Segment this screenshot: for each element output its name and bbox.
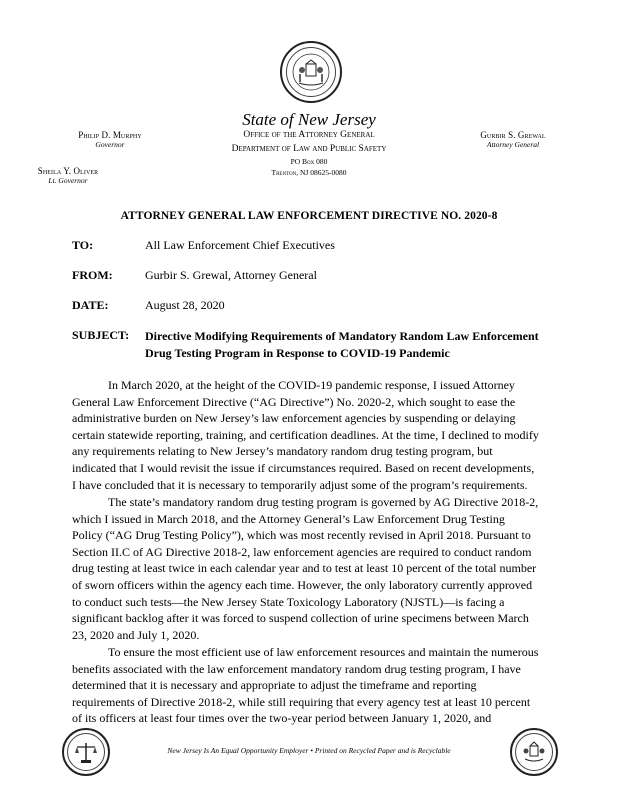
footer-left-seal bbox=[62, 728, 110, 776]
scales-of-justice-icon bbox=[72, 738, 100, 766]
city-address: Trenton, NJ 08625-0080 bbox=[271, 168, 347, 177]
to-value: All Law Enforcement Chief Executives bbox=[145, 238, 335, 252]
paragraph-line: administrative burden on New Jersey’s law enforcement agencies by suspending or delaying bbox=[72, 411, 516, 426]
paragraph-line: determined that it is necessary and appropriate to adjust the timeframe and reporting bbox=[72, 678, 477, 693]
paragraph-line: of its officers at least four times over the two-year period between January 1, 2020, and bbox=[72, 711, 492, 726]
paragraph-line: To ensure the most efficient use of law enforcement resources and maintain the numerous bbox=[108, 645, 539, 659]
governor-name: Philip D. Murphy bbox=[78, 130, 142, 140]
subject-line-2: Drug Testing Program in Response to COVID-19 Pandemic bbox=[145, 346, 450, 360]
office-name: Office of the Attorney General bbox=[243, 130, 375, 140]
paragraph-line: General Law Enforcement Directive (“AG Directive”) No. 2020-2, which sought to ease the bbox=[72, 394, 516, 409]
governor-block bbox=[40, 130, 180, 149]
from-label: FROM: bbox=[72, 268, 113, 282]
paragraph-line: which I issued in March 2018, and the Attorney General’s Law Enforcement Drug Testing bbox=[72, 511, 505, 526]
paragraph-line: of sworn officers within the agency each time. However, the only laboratory currently approved bbox=[72, 577, 533, 592]
paragraph-2 bbox=[72, 494, 547, 643]
lt-governor-name: Sheila Y. Oliver bbox=[37, 166, 99, 176]
paragraph-line: Section II.C of AG Directive 2018-2, law enforcement agencies are required to conduct random bbox=[72, 544, 532, 559]
footer-text: New Jersey Is An Equal Opportunity Employer • Printed on Recycled Paper and is Recyclable bbox=[167, 746, 451, 755]
paragraph-3 bbox=[72, 644, 547, 727]
state-crest-icon bbox=[520, 738, 548, 766]
directive-title: ATTORNEY GENERAL LAW ENFORCEMENT DIRECTIVE NO. 2020-8 bbox=[120, 210, 498, 222]
paragraph-line: requirements of Directive 2018-2, while still requiring that every agency test at least 10 percent bbox=[72, 694, 531, 709]
seal-emblem-icon bbox=[291, 52, 331, 92]
date-label: DATE: bbox=[72, 298, 109, 312]
lt-governor-title: Lt. Governor bbox=[48, 176, 88, 185]
attorney-general-block bbox=[448, 130, 578, 149]
governor-title: Governor bbox=[95, 140, 125, 149]
paragraph-line: significant backlog after it was forced to suspend collection of urine specimens between March bbox=[72, 611, 529, 626]
paragraph-line: indicated that I would revisit the issue if circumstances required. Based on recent developments, bbox=[72, 460, 535, 475]
paragraph-1 bbox=[72, 377, 547, 493]
paragraph-line: certain statewide reporting, training, and certification deadlines. At the time, I declined to modify bbox=[72, 427, 539, 442]
po-box: PO Box 080 bbox=[290, 157, 328, 166]
subject-line-1: Directive Modifying Requirements of Mandatory Random Law Enforcement bbox=[145, 329, 539, 343]
subject-value bbox=[145, 328, 565, 362]
to-label: TO: bbox=[72, 238, 94, 252]
subject-label: SUBJECT: bbox=[72, 328, 130, 342]
paragraph-line: benefits associated with the law enforcement mandatory random drug testing program, I have bbox=[72, 661, 521, 676]
lt-governor-block bbox=[8, 166, 128, 185]
department-name: Department of Law and Public Safety bbox=[231, 144, 387, 154]
footer-right-seal bbox=[510, 728, 558, 776]
attorney-general-name: Gurbir S. Grewal bbox=[480, 130, 546, 140]
paragraph-line: any requirements relating to New Jersey’s mandatory random drug testing program, but bbox=[72, 444, 493, 459]
state-title: State of New Jersey bbox=[242, 110, 376, 129]
paragraph-line: Policy (“AG Drug Testing Policy”), which was most recently revised in April 2018. Pursuant to bbox=[72, 528, 531, 543]
paragraph-line: In March 2020, at the height of the COVID-19 pandemic response, I issued Attorney bbox=[108, 378, 515, 392]
paragraph-line: to conduct such tests—the New Jersey State Toxicology Laboratory (NJSTL)—is facing a bbox=[72, 594, 505, 609]
paragraph-line: I have concluded that it is necessary to temporarily adjust some of the program’s requirements. bbox=[72, 477, 528, 492]
paragraph-line: drug testing at least twice in each calendar year and to test at least 10 percent of the total number bbox=[72, 561, 537, 576]
attorney-general-title: Attorney General bbox=[486, 140, 540, 149]
state-seal bbox=[280, 41, 342, 103]
date-value: August 28, 2020 bbox=[145, 298, 225, 312]
paragraph-line: 23, 2020 and July 1, 2020. bbox=[72, 627, 200, 642]
from-value: Gurbir S. Grewal, Attorney General bbox=[145, 268, 317, 282]
paragraph-line: The state’s mandatory random drug testing program is governed by AG Directive 2018-2, bbox=[108, 495, 539, 509]
